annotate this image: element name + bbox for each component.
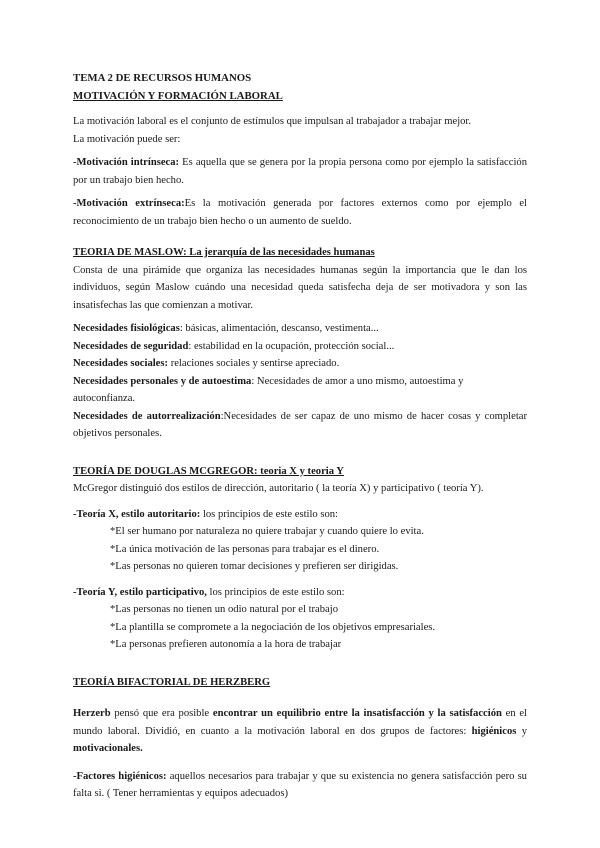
herzberg-and: y [516, 725, 527, 737]
extrinsic-text: Es la motivación generada por factores externos como por ejemplo el reconocimiento de un trabajo bien hecho o un aumento de sueldo. [73, 198, 527, 227]
need-item [73, 355, 527, 373]
need-item [73, 408, 527, 443]
theory-y-text: los principios de este estilo son: [206, 586, 345, 598]
herzberg-motivational: motivacionales. [73, 743, 143, 754]
doc-subtitle: MOTIVACIÓN Y FORMACIÓN LABORAL [73, 89, 283, 102]
need-label: Necesidades personales y de autoestima [73, 375, 252, 387]
hygienic-factors-paragraph [73, 768, 527, 803]
herzberg-hygienic: higiénicos [471, 725, 517, 737]
intrinsic-text: Es aquella que se genera por la propia persona como por ejemplo la satisfacción por un trabajo bien hecho. [73, 157, 527, 186]
need-label: Necesidades de seguridad [73, 340, 189, 352]
need-label: Necesidades fisiológicas [73, 323, 180, 334]
need-item [73, 320, 527, 338]
intrinsic-paragraph [73, 154, 527, 189]
document-content [73, 70, 527, 803]
herzberg-text-b: en el mundo laboral. Dividió, en cuanto a la motivación laboral en dos grupos de factores: [73, 708, 527, 737]
intro-line-1: La motivación laboral es el conjunto de estímulos que impulsan al trabajador a trabajar mejor. [73, 116, 472, 127]
mcgregor-intro: McGregor distinguió dos estilos de dirección, autoritario ( la teoría X) y participativo ( teoría Y). [73, 483, 484, 494]
theory-y-item: *La personas prefieren autonomía a la hora de trabajar [110, 639, 342, 650]
need-text: :Necesidades de ser capaz de uno mismo de hacer cosas y completar objetivos personales. [73, 410, 527, 439]
need-item [73, 338, 527, 356]
need-text: : Necesidades de amor a uno mismo, autoestima y autoconfianza. [73, 375, 464, 404]
doc-title: TEMA 2 DE RECURSOS HUMANOS [73, 72, 252, 84]
herzberg-paragraph [73, 705, 527, 758]
maslow-intro: Consta de una pirámide que organiza las necesidades humanas según la importancia que le dan los individuos, según Maslow cuándo una necesidad queda satisfecha deja de ser motivadora y son las insatisfechas las que comienzan a motivar. [73, 264, 527, 311]
maslow-heading: TEORIA DE MASLOW: La jerarquía de las necesidades humanas [73, 247, 375, 258]
herzberg-text-a: pensó que era posible [110, 708, 213, 719]
theory-x-item: *La única motivación de las personas para trabajar es el dinero. [110, 543, 380, 555]
need-text: : estabilidad en la ocupación, protección social... [188, 340, 395, 352]
extrinsic-label: -Motivación extrínseca: [73, 198, 185, 209]
intro-line-2: La motivación puede ser: [73, 133, 181, 145]
maslow-needs-list [73, 320, 527, 443]
herzberg-heading: TEORÍA BIFACTORIAL DE HERZBERG [73, 676, 271, 688]
need-label: Necesidades de autorrealización [73, 410, 221, 422]
theory-x-label: -Teoría X, estilo autoritario: [73, 508, 201, 520]
extrinsic-paragraph [73, 195, 527, 230]
need-text: : básicas, alimentación, descanso, vestimenta... [179, 323, 379, 334]
need-label: Necesidades sociales: [73, 358, 169, 369]
theory-x-text: los principios de este estilo son: [200, 508, 339, 520]
need-item [73, 373, 527, 408]
theory-y-item: *La plantilla se compromete a la negociación de los objetivos empresariales. [110, 621, 436, 633]
theory-y-line [73, 584, 527, 602]
theory-y-item: *Las personas no tienen un odio natural por el trabajo [110, 604, 338, 615]
intrinsic-label: -Motivación intrínseca: [73, 157, 180, 168]
hygienic-factors-text: aquellos necesarios para trabajar y que su existencia no genera satisfacción pero su falta si. ( Tener herramientas y equipos adecuados) [73, 770, 527, 799]
mcgregor-heading: TEORÍA DE DOUGLAS MCGREGOR: teoria X y teoria Y [73, 465, 344, 477]
herzberg-name: Herzerb [73, 708, 111, 719]
hygienic-factors-label: -Factores higiénicos: [73, 770, 167, 782]
theory-x-line [73, 506, 527, 524]
herzberg-bold-phrase: encontrar un equilibrio entre la insatisfacción y la satisfacción [212, 708, 502, 719]
theory-y-label: -Teoría Y, estilo participativo, [73, 586, 207, 598]
need-text: relaciones sociales y sentirse apreciado. [168, 358, 340, 369]
theory-x-item: *El ser humano por naturaleza no quiere trabajar y cuando quiere lo evita. [110, 526, 424, 537]
theory-x-item: *Las personas no quieren tomar decisiones y prefieren ser dirigidas. [110, 561, 399, 572]
